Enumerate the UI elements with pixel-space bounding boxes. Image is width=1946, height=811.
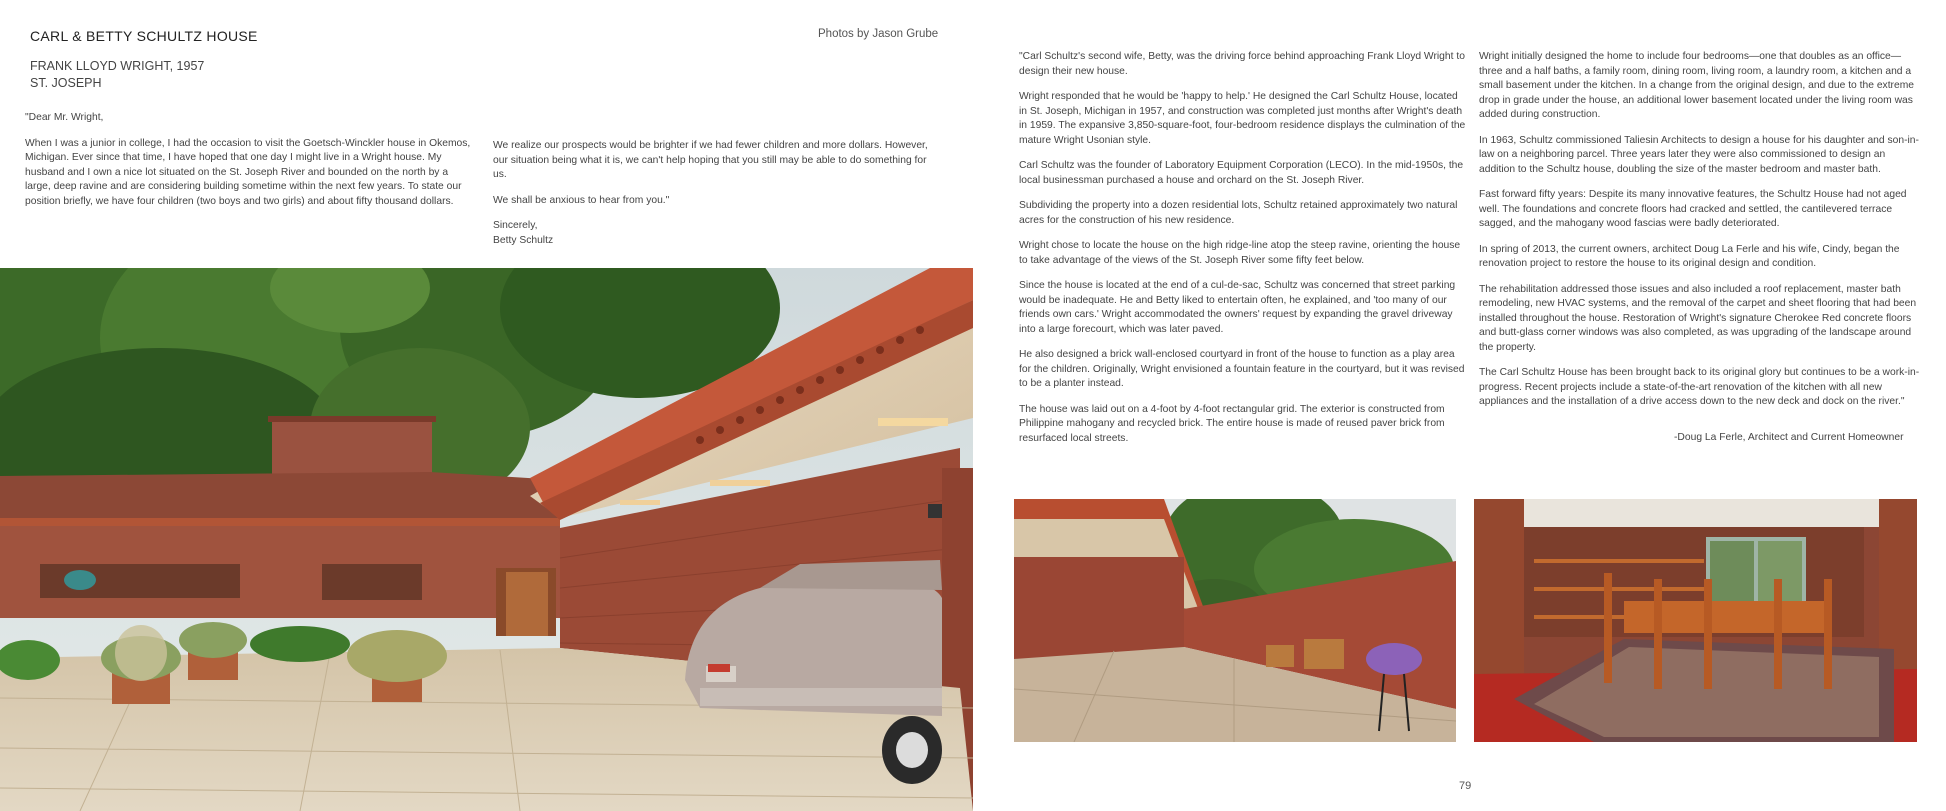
letter-signature: Betty Schultz — [493, 234, 554, 246]
letter-para-2: We realize our prospects would be brighter if we had fewer children and more dollars. However, our situation being what it is, we can't help hoping that you still may be able to do something for us. — [493, 140, 928, 180]
architect-year: FRANK LLOYD WRIGHT, 1957 — [30, 59, 205, 73]
col1-para-3: Carl Schultz was the founder of Laboratory Equipment Corporation (LECO). In the mid-1950s, the local businessman purchased a house and orchard on the St. Joseph River. — [1019, 160, 1464, 186]
photo-dining-room — [1474, 499, 1917, 742]
col2-para-6: The Carl Schultz House has been brought back to its original glory but continues to be a work-in-progress. Recent projects include a state-of-the-art renovation of the kitchen with all new appliances and the installation of a drive access down to the new deck and dock on the river." — [1479, 367, 1920, 407]
letter-column-2 — [493, 139, 939, 248]
col1-para-1: "Carl Schultz's second wife, Betty, was the driving force behind approaching Frank Lloyd Wright to design their new house. — [1019, 51, 1465, 77]
letter-salutation: "Dear Mr. Wright, — [25, 112, 104, 123]
letter-column-1 — [25, 111, 475, 220]
col2-para-5: The rehabilitation addressed those issues and also included a roof replacement, master bath remodeling, new HVAC systems, and the removal of the carpet and sheet flooring that had been installed throughout the house. Restoration of Wright's signature Cherokee Red concrete floors and butt-glass corner windows was also completed, as was upgrading of the landscape around the property. — [1479, 283, 1917, 353]
letter-para-3: We shall be anxious to hear from you." — [493, 194, 670, 206]
col1-para-8: The house was laid out on a 4-foot by 4-foot rectangular grid. The exterior is constructed from Philippine mahogany and recycled brick. The entire house is made of reused paver brick from resurfaced local streets. — [1019, 403, 1445, 444]
location: ST. JOSEPH — [30, 76, 102, 90]
quote-attribution: -Doug La Ferle, Architect and Current Homeowner — [1674, 432, 1904, 443]
letter-closing: Sincerely, — [493, 220, 538, 231]
col1-para-4: Subdividing the property into a dozen residential lots, Schultz retained approximately two natural acres for the construction of his new residence. — [1019, 200, 1458, 226]
col2-para-3: Fast forward fifty years: Despite its many innovative features, the Schultz House had not aged well. The foundations and concrete floors had cracked and settled, the cantilevered terrace sagged, and the mahogany wood fascias were badly deteriorated. — [1479, 189, 1907, 229]
photo-courtyard — [1014, 499, 1456, 742]
col2-para-2: In 1963, Schultz commissioned Taliesin Architects to design a house for his daughter and son-in-law on a neighboring parcel. Three years later they were also commissioned to design an addition to the Schultz house, doubling the size of the master bedroom and master bath. — [1479, 134, 1919, 175]
subtitle-block — [30, 58, 204, 92]
col1-para-7: He also designed a brick wall-enclosed courtyard in front of the house to function as a play area for the children. Originally, Wright envisioned a fountain feature in the courtyard, but it was revised to be a planter instead. — [1019, 349, 1465, 389]
body-column-1 — [1019, 50, 1466, 457]
article-title: CARL & BETTY SCHULTZ HOUSE — [30, 28, 258, 44]
col2-para-4: In spring of 2013, the current owners, architect Doug La Ferle and his wife, Cindy, began the renovation project to restore the house to its original design and condition. — [1479, 243, 1900, 269]
main-photo-carport — [0, 268, 973, 811]
col1-para-5: Wright chose to locate the house on the high ridge-line atop the steep ravine, orienting the house to take advantage of the views of the St. Joseph River some fifty feet below. — [1019, 240, 1461, 266]
col2-para-1: Wright initially designed the home to include four bedrooms—one that doubles as an office—three and a half baths, a family room, dining room, living room, a laundry room, a kitchen and a small basement under the kitchen. In a change from the original design, and due to the extreme drop in grade under the house, an additional lower basement located under the living room was added during construction. — [1479, 51, 1915, 120]
col1-para-6: Since the house is located at the end of a cul-de-sac, Schultz was concerned that street parking would be inadequate. He and Betty liked to entertain often, he explained, and 'too many of our friends own cars.' Wright accommodated the owners' request by expanding the gravel driveway into a large forecourt, which was later paved. — [1019, 280, 1456, 335]
page-number: 79 — [1459, 780, 1472, 792]
photo-credit: Photos by Jason Grube — [818, 28, 939, 40]
col1-para-2: Wright responded that he would be 'happy to help.' He designed the Carl Schultz House, located in St. Joseph, Michigan in 1957, and construction was completed just months after Wright's death in 1959. The expansive 3,850-square-foot, four-bedroom residence displays the culmination of the mature Wright Usonian style. — [1019, 91, 1466, 146]
body-column-2 — [1479, 50, 1922, 421]
letter-para-1: When I was a junior in college, I had the occasion to visit the Goetsch-Winckler house in Okemos, Michigan. Ever since that time, I have hoped that one day I might live in a Wright house. My husband and I own a nice lot situated on the St. Joseph River and bounded on the north by a large, deep ravine and are considering building sometime within the next few years. To state our position briefly, we have four children (two boys and two girls) and about fifty thousand dollars. — [25, 137, 471, 207]
